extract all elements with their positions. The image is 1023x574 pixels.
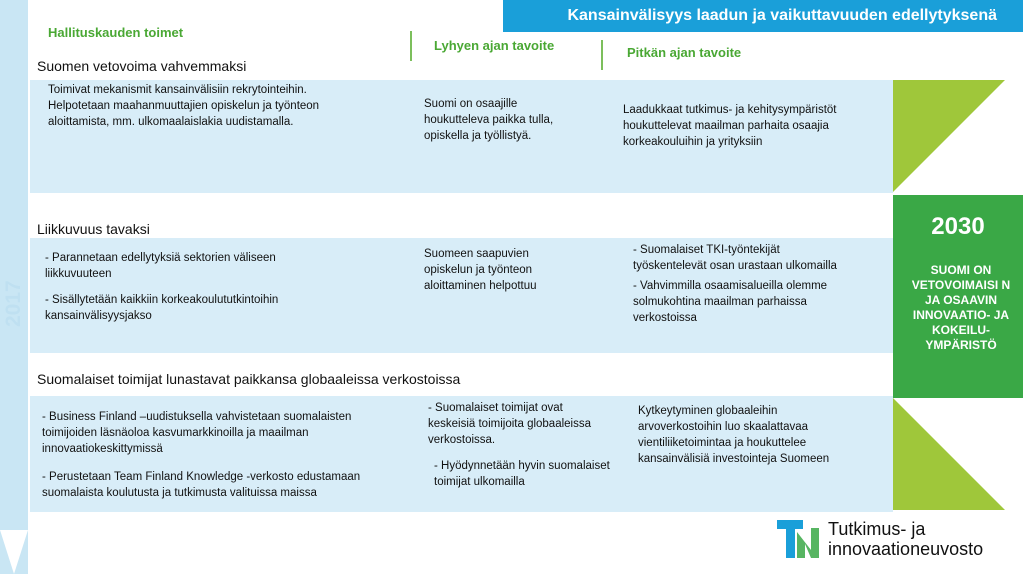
section-title: Liikkuvuus tavaksi	[37, 221, 150, 237]
section-short-term	[424, 96, 584, 144]
short-term-item: - Suomalaiset toimijat ovat keskeisiä toimijoita globaaleissa verkostoissa.	[428, 402, 591, 446]
vision-text: SUOMI ON VETOVOIMAISI N JA OSAAVIN INNOVAATIO- JA KOKEILU-YMPÄRISTÖ	[911, 263, 1011, 352]
column-divider	[601, 40, 603, 70]
column-divider	[410, 31, 412, 61]
action-item: - Perustetaan Team Finland Knowledge -verkosto edustamaan suomalaista koulutusta ja tutkimusta valituissa maissa	[42, 471, 361, 499]
action-item: - Sisällytetään kaikkiin korkeakoulututkintoihin kansainvälisyysjakso	[45, 294, 279, 322]
long-term-item: - Suomalaiset TKI-työntekijät työskentelevät osan urastaan ulkomailla	[633, 244, 837, 272]
timeline-bar-tip	[0, 530, 28, 574]
long-term-item: Laadukkaat tutkimus- ja kehitysympäristöt houkuttelevat maailman parhaita osaajia korkeakouluihin ja yrityksiin	[623, 104, 837, 148]
action-item: Toimivat mekanismit kansainvälisiin rekrytointeihin. Helpotetaan maahanmuuttajien opiskelun ja työnteon aloittamista, mm. ulkomaalaislakia uudistamalla.	[48, 84, 320, 128]
section-long-term	[623, 102, 868, 150]
short-term-item: Suomi on osaajille houkutteleva paikka tulla, opiskella ja työllistyä.	[424, 98, 554, 142]
section-long-term	[633, 242, 848, 326]
section-actions	[48, 82, 338, 130]
logo-text	[828, 519, 983, 559]
action-item: - Parannetaan edellytyksiä sektorien väliseen liikkuvuuteen	[45, 252, 276, 280]
long-term-item: - Vahvimmilla osaamisalueilla olemme solmukohtina maailman parhaissa verkostoissa	[633, 280, 828, 324]
start-year: 2017	[2, 280, 25, 327]
arrow-chevron-top	[893, 80, 1005, 192]
end-year: 2030	[931, 213, 985, 240]
long-term-item: Kytkeytyminen globaaleihin arvoverkostoihin luo skaalattavaa vientiliiketoimintaa ja houkuttelee kansainvälisiä investointeja Suomeen	[638, 405, 830, 465]
column-header-short-term: Lyhyen ajan tavoite	[434, 38, 555, 53]
section-short-term	[424, 246, 574, 294]
council-logo-icon	[775, 518, 825, 562]
logo-line-1: Tutkimus- ja	[828, 519, 926, 539]
section-title: Suomalaiset toimijat lunastavat paikkansa globaaleissa verkostoissa	[37, 371, 461, 387]
section-long-term	[638, 403, 858, 467]
section-short-term	[428, 400, 613, 490]
column-header-long-term: Pitkän ajan tavoite	[627, 45, 742, 60]
arrow-chevron-bottom	[893, 398, 1005, 510]
action-item: - Business Finland –uudistuksella vahvistetaan suomalaisten toimijoiden läsnäoloa kasvumarkkinoilla ja maailman innovaatiokeskittymissä	[42, 411, 352, 455]
column-header-actions: Hallituskauden toimet	[48, 25, 184, 40]
page-title: Kansainvälisyys laadun ja vaikuttavuuden edellytyksenä	[503, 0, 1023, 32]
short-term-item: Suomeen saapuvien opiskelun ja työnteon aloittaminen helpottuu	[424, 248, 537, 292]
section-actions	[45, 250, 330, 324]
vision-box	[893, 195, 1023, 398]
section-actions	[42, 409, 392, 501]
section-title: Suomen vetovoima vahvemmaksi	[37, 58, 247, 74]
logo-line-2: innovaationeuvosto	[828, 539, 984, 559]
short-term-item: - Hyödynnetään hyvin suomalaiset toimijat ulkomailla	[434, 460, 610, 488]
